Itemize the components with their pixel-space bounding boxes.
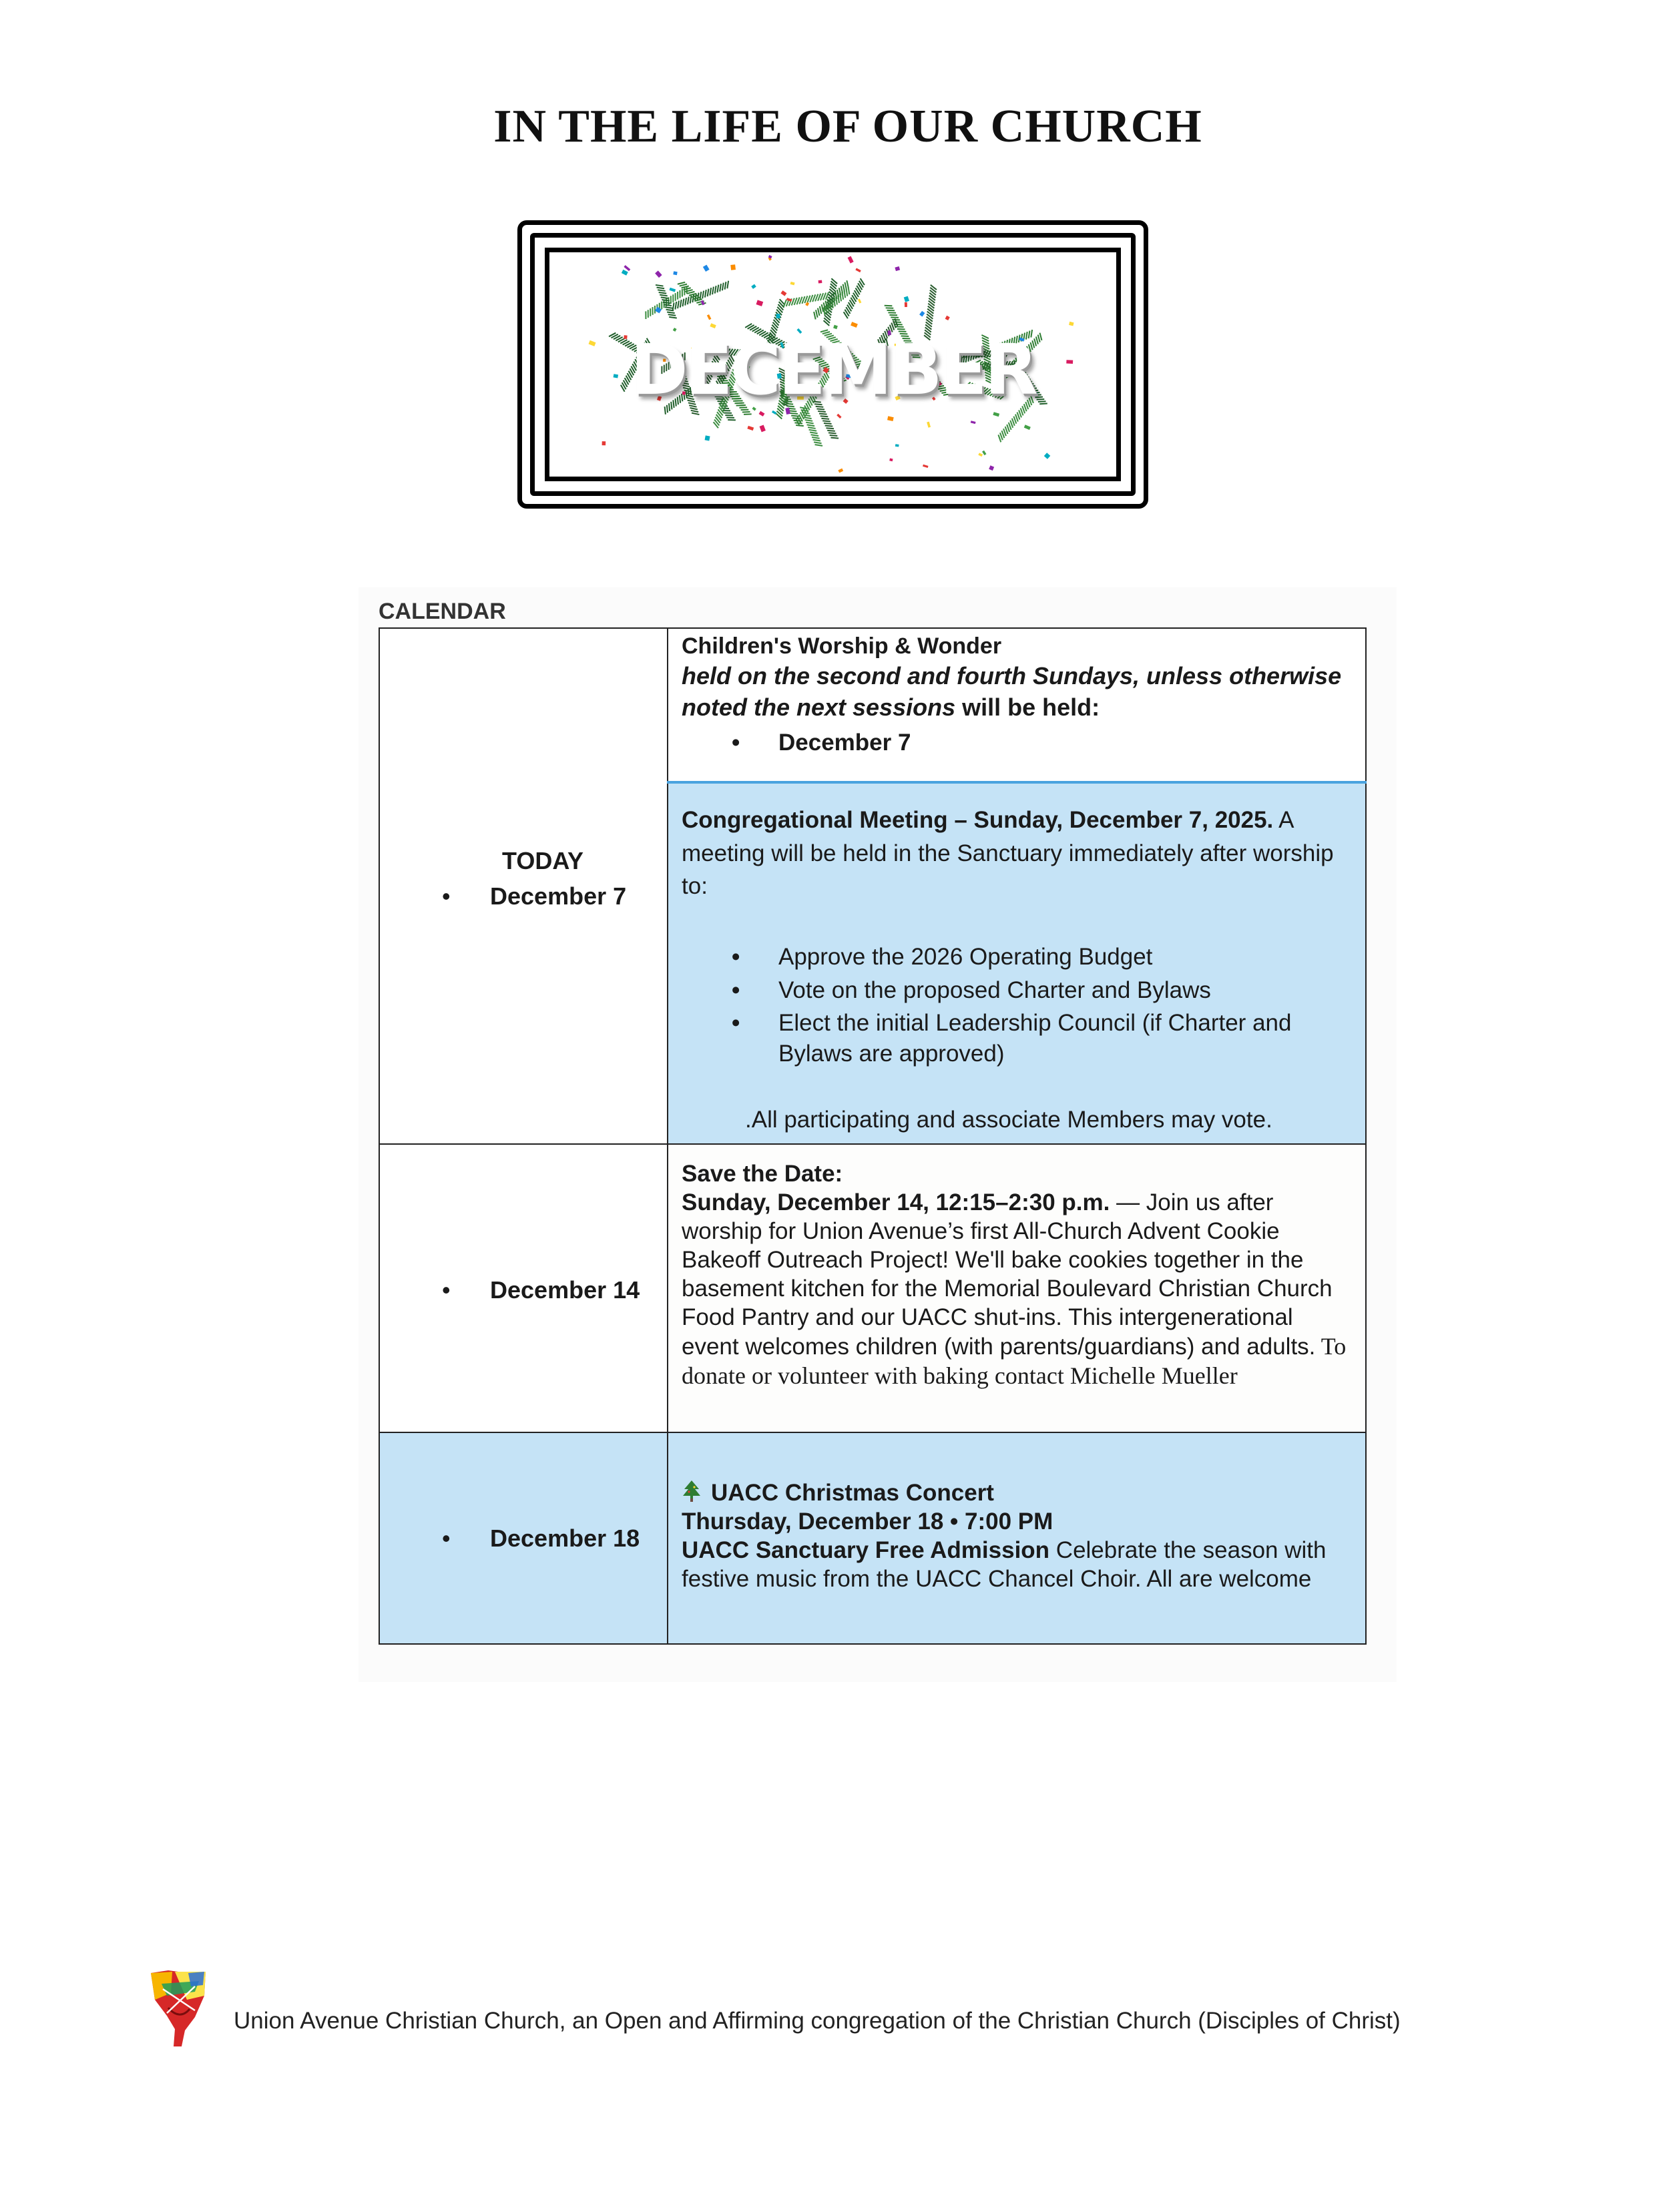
date-text: December 7 [490, 882, 627, 910]
calendar-label: CALENDAR [379, 599, 506, 624]
children-tail: will be held: [955, 693, 1100, 721]
footer-text: Union Avenue Christian Church, an Open and Affirming congregation of the Christian Church (Disciples of Christ) [234, 2008, 1401, 2034]
meeting-text: A meeting will be held in the Sanctuary immediately after worship to: [682, 807, 1334, 900]
bullet: • [442, 1524, 451, 1552]
bullet: • [442, 882, 451, 910]
december-banner [517, 220, 1148, 509]
children-worship-cell [668, 628, 1366, 782]
bakeoff-time: Sunday, December 14, 12:15–2:30 p.m. [682, 1189, 1110, 1215]
concert-place: UACC Sanctuary Free Admission [682, 1537, 1050, 1563]
page-title: IN THE LIFE OF OUR CHURCH [493, 101, 1202, 152]
concert-heading: UACC Christmas Concert [711, 1479, 994, 1506]
list-item: • Approve the 2026 Operating Budget [778, 942, 1352, 973]
meeting-cell [668, 782, 1366, 1144]
calendar-table [379, 627, 1367, 1645]
table-row [379, 1432, 1366, 1644]
children-schedule: held on the second and fourth Sundays, unless otherwise noted the next sessions [682, 662, 1342, 721]
bakeoff-cell [668, 1144, 1366, 1432]
list-item: • Elect the initial Leadership Council (if Charter and Bylaws are approved) [778, 1008, 1352, 1069]
date-cell [379, 1432, 668, 1644]
date-text: December 14 [490, 1276, 640, 1304]
church-logo [148, 1969, 208, 2049]
date-cell [379, 1144, 668, 1432]
bakeoff-text: — Join us after worship for Union Avenue’s first All-Church Advent Cookie Bakeoff Outreach Project! We'll bake cookies together in the basement kitchen for the Memorial Boulevard Christian Church Food Pantry and our UACC shut-ins. This intergenerational event welcomes children (with parents/guardians) and adults. [682, 1189, 1333, 1360]
today-label: TODAY [502, 847, 584, 874]
table-row [379, 1144, 1366, 1432]
concert-time: Thursday, December 18 • 7:00 PM [682, 1508, 1053, 1535]
list-item: • December 7 [778, 728, 1352, 758]
tree-icon [682, 1480, 702, 1502]
concert-cell [668, 1432, 1366, 1644]
bullet: • [442, 1276, 451, 1304]
concert-text: Celebrate the season with festive music from the UACC Chancel Choir. All are welcome [682, 1537, 1327, 1592]
meeting-note: .All participating and associate Members may vote. [745, 1107, 1272, 1133]
children-heading: Children's Worship & Wonder [682, 633, 1002, 659]
banner-image [545, 248, 1121, 481]
table-row [379, 628, 1366, 782]
list-item: • Vote on the proposed Charter and Bylaws [778, 975, 1352, 1006]
save-date-heading: Save the Date: [682, 1160, 843, 1187]
date-text: December 18 [490, 1524, 640, 1552]
banner-word: DECEMBER [630, 329, 1035, 410]
meeting-heading: Congregational Meeting – Sunday, December 7, 2025. [682, 807, 1274, 833]
date-cell [379, 628, 668, 1144]
bakeoff-contact: To donate or volunteer with baking contact Michelle Mueller [682, 1333, 1347, 1390]
